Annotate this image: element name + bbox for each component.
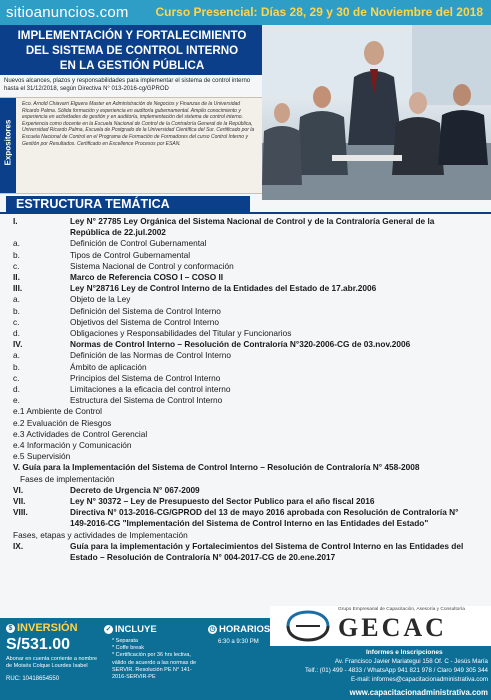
section-divider [0, 212, 491, 214]
title-line-3: EN LA GESTIÓN PÚBLICA [59, 59, 205, 72]
syllabus-marker: VII. [13, 496, 26, 507]
syllabus-text: Guía para la implementación y Fortalecimientos del Sistema de Control Interno en las Entidades del Estado – Resolución de Contraloría N° 004-2017-CG de 20.ene.2017 [70, 540, 464, 563]
syllabus-item [0, 250, 491, 261]
syllabus-text: e.2 Evaluación de Riesgos [13, 417, 112, 428]
syllabus-item [0, 350, 491, 361]
syllabus-item [0, 384, 491, 395]
syllabus-marker: d. [13, 328, 20, 339]
syllabus-item [0, 462, 491, 473]
syllabus-item [0, 216, 491, 238]
syllabus-item [0, 238, 491, 249]
syllabus-text: e.4 Información y Comunicación [13, 440, 132, 451]
syllabus-text: Objeto de la Ley [70, 294, 131, 305]
title-line-1: IMPLEMENTACIÓN Y FORTALECIMIENTO [17, 29, 247, 42]
syllabus-marker: b. [13, 361, 20, 372]
syllabus-marker: I. [13, 216, 18, 226]
syllabus-list [0, 216, 491, 563]
horarios-value: 6:30 a 9:30 PM [218, 639, 259, 645]
syllabus-text: Estructura del Sistema de Control Interno [70, 395, 223, 406]
syllabus-item [0, 418, 491, 429]
company-logo: GECAC [338, 613, 447, 642]
site-name[interactable]: sitioanuncios.com [6, 4, 129, 21]
syllabus-item [0, 485, 491, 496]
syllabus-text: Ley N°28716 Ley de Control Interno de la Entidades del Estado de 17.abr.2006 [70, 283, 377, 294]
syllabus-item [0, 496, 491, 507]
syllabus-marker: IV. [13, 339, 23, 350]
gecac-logo-icon [284, 610, 332, 642]
address: Av. Francisco Javier Mariategui 158 Of. C - Jesús María [334, 658, 488, 665]
syllabus-text: Principios del Sistema de Control Interno [70, 372, 221, 383]
syllabus-text: Fases, etapas y actividades de Implementación [13, 529, 188, 540]
subtitle: Nuevos alcances, plazos y responsabilidades para implementar el sistema de control interno hasta el 31/12/2018, según Directiva N° 013-2016-cg/GPROD [4, 78, 251, 92]
course-date: Curso Presencial: Días 28, 29 y 30 de Noviembre del 2018 [155, 5, 483, 19]
syllabus-text: e.1 Ambiente de Control [13, 406, 103, 417]
syllabus-marker: c. [13, 372, 20, 383]
syllabus-text: e.3 Actividades de Control Gerencial [13, 428, 148, 439]
price: S/531.00 [6, 636, 71, 653]
incluye-title: ✓ INCLUYE [105, 624, 157, 635]
syllabus-text: Definición del Sistema de Control Interno [70, 305, 221, 316]
syllabus-item [0, 429, 491, 440]
phones: Telf.: (01) 499 - 4833 / WhatsApp 941 821 978 / Claro 949 305 344 [305, 667, 488, 674]
incluye-item: * Coffe break [112, 645, 145, 652]
syllabus-marker: a. [13, 350, 20, 361]
syllabus-text: Sistema Nacional de Control y conformación [70, 260, 234, 271]
syllabus-text: Tipos de Control Gubernamental [70, 249, 191, 260]
syllabus-item [0, 440, 491, 451]
syllabus-item [0, 406, 491, 417]
syllabus-item [0, 530, 491, 541]
incluye-list [112, 638, 204, 681]
company-tagline: Grupo Empresarial de Capacitación, Asesoría y Consultoría [338, 607, 465, 612]
syllabus-text: Obligaciones y Responsabilidades del Titular y Funcionarios [70, 328, 292, 339]
syllabus-item [0, 451, 491, 462]
syllabus-item [0, 339, 491, 350]
horarios-title: ◷ HORARIOS [209, 624, 271, 635]
syllabus-item [0, 373, 491, 384]
syllabus-marker: a. [13, 238, 20, 249]
syllabus-item [0, 317, 491, 328]
syllabus-text: Fases de implementación [20, 473, 115, 484]
website-link[interactable]: www.capacitacionadministrativa.com [349, 688, 488, 697]
syllabus-text: Definición de Control Gubernamental [70, 238, 207, 249]
email-link[interactable]: E-mail: informes@capacitacionadministrativa.com [351, 676, 488, 683]
payment-note: Abonar en cuenta corriente a nombre de Moisés Colque Lourdes Isabel [6, 656, 98, 669]
ruc: RUC: 10418654550 [6, 676, 60, 682]
syllabus-marker: III. [13, 283, 23, 294]
syllabus-item [0, 507, 491, 529]
incluye-item: * Separata [112, 638, 138, 644]
syllabus-item [0, 362, 491, 373]
check-icon: ✓ [105, 626, 112, 633]
syllabus-marker: c. [13, 260, 20, 271]
business-people-photo [262, 25, 491, 200]
syllabus-text: Marco de Referencia COSO I – COSO II [70, 272, 224, 283]
syllabus-marker: a. [13, 294, 20, 305]
title-box [0, 25, 262, 75]
syllabus-marker: b. [13, 249, 20, 260]
syllabus-text: e.5 Supervisión [13, 451, 71, 462]
syllabus-text: Normas de Control Interno – Resolución de Contraloría N°320-2006-CG de 03.nov.2006 [70, 339, 411, 350]
syllabus-item [0, 474, 491, 485]
syllabus-item [0, 283, 491, 294]
syllabus-text: Directiva N° 013-2016-CG/GPROD del 13 de mayo 2016 aprobada con Resolución de Contraloría N° 149-2016-CG "Implementación del Sistema de Control Interno en las Entidades del Estado" [70, 507, 459, 529]
syllabus-text: Definición de las Normas de Control Interno [70, 350, 231, 361]
syllabus-item [0, 272, 491, 283]
syllabus-item [0, 328, 491, 339]
syllabus-marker: VIII. [13, 507, 28, 518]
expositores-panel [0, 97, 262, 194]
section-title: ESTRUCTURA TEMÁTICA [6, 196, 250, 213]
syllabus-text: Ley N° 27785 Ley Orgánica del Sistema Nacional de Control y de la Contraloría General de la República de 22.jul.2002 [70, 216, 435, 238]
syllabus-item [0, 395, 491, 406]
syllabus-item [0, 306, 491, 317]
clock-icon: ◷ [209, 626, 216, 633]
syllabus-marker: d. [13, 384, 20, 395]
syllabus-text: Ámbito de aplicación [70, 361, 147, 372]
incluye-item: * Certificación por 36 hrs lectiva, válido de acuerdo a las normas de SERVIR. Resolución PE N° 141-2016-SERVIR-PE [112, 652, 197, 681]
syllabus-text: Decreto de Urgencia N° 067-2009 [70, 484, 200, 495]
syllabus-text: Limitaciones a la eficacia del control interno [70, 384, 231, 395]
syllabus-marker: IX. [13, 540, 24, 551]
contact-title: Informes e Inscripciones [366, 649, 443, 656]
expositor-bio: Eco. Arnold Chiavarri Elguera Master en Administración de Negocios y Finanzas de la Universidad Ricardo Palma. Sólida formación y experiencia en auditoría gubernamental. Amplio conocimiento y experiencia en actividades de gestión y en auditoría, implementación del sistema de control interno. Experiencia como docente en la Escuela Nacional de Control de la Contraloría General de la República, Universidad Ricardo Palma, Escuela de Postgrado de la Universidad Científica del Sur. Certificado por la Escuela Nacional de Control en el Programa de Formación de Formadores del curso Control Interno y Gestión por Resultados. Certificado en Excellence Procesos por ESAN. [22, 101, 255, 147]
syllabus-marker: e. [13, 395, 20, 406]
syllabus-marker: VI. [13, 484, 24, 495]
title-line-2: DEL SISTEMA DE CONTROL INTERNO [25, 44, 239, 57]
inversion-title: $ INVERSIÓN [6, 622, 78, 634]
syllabus-text: Objetivos del Sistema de Control Interno [70, 316, 219, 327]
syllabus-text: Ley N° 30372 – Ley de Presupuesto del Sector Publico para el año fiscal 2016 [70, 496, 375, 507]
syllabus-item [0, 294, 491, 305]
syllabus-marker: b. [13, 305, 20, 316]
syllabus-marker: II. [13, 272, 20, 283]
syllabus-item [0, 261, 491, 272]
expositores-tab: Expositores [0, 98, 16, 193]
syllabus-item [0, 541, 491, 563]
money-icon: $ [6, 624, 15, 633]
syllabus-marker: c. [13, 316, 20, 327]
syllabus-text: V. Guía para la Implementación del Sistema de Control Interno – Resolución de Contraloría N° 458-2008 [13, 462, 420, 473]
